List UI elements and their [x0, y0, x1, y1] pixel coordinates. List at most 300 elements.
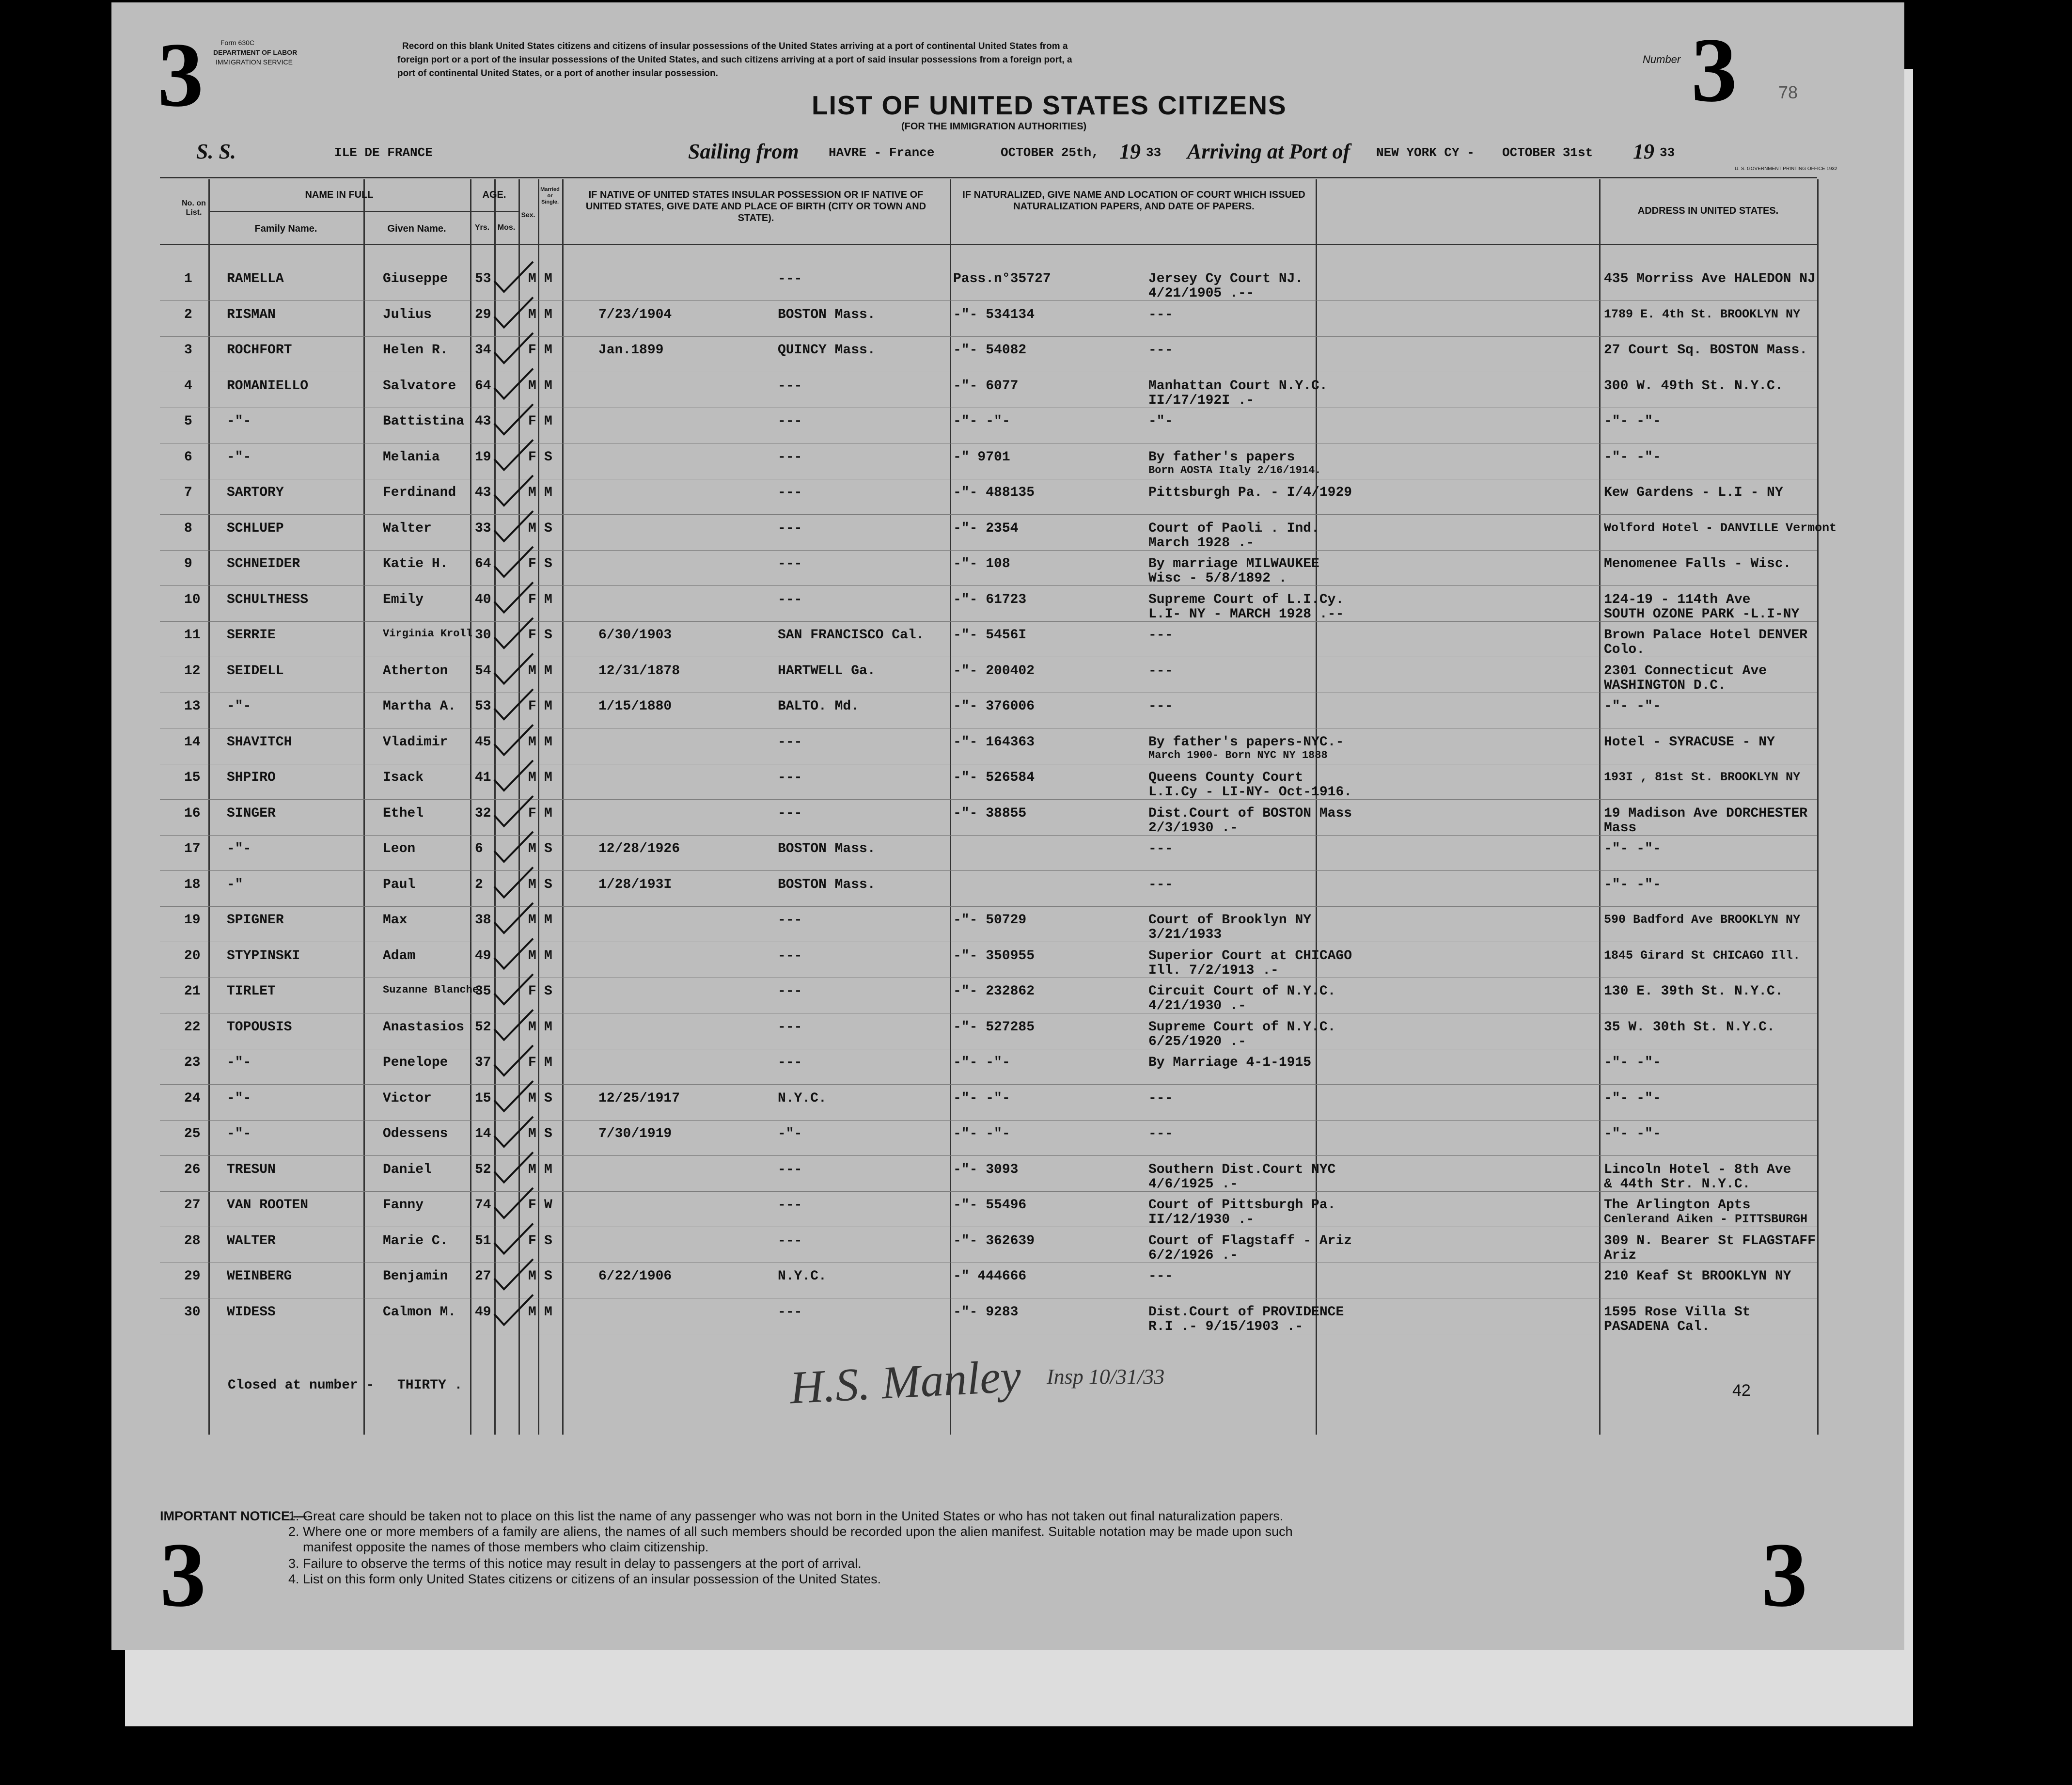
arrival-year-prefix: 19	[1633, 140, 1654, 163]
family-name: ROMANIELLO	[227, 378, 309, 394]
checkmark	[494, 1224, 533, 1254]
arrival-port: NEW YORK CY -	[1376, 145, 1475, 160]
birth-date: 1/15/1880	[598, 699, 672, 714]
row-number: 30	[184, 1304, 201, 1320]
marital-status: M	[544, 734, 552, 750]
row-number: 11	[184, 628, 201, 643]
given-name: Martha A.	[383, 699, 456, 714]
age-years: 74	[475, 1198, 491, 1213]
checkmark-layer	[111, 2, 1904, 1456]
court-name: ---	[1148, 663, 1173, 679]
address-line-1: 590 Badford Ave BROOKLYN NY	[1604, 913, 1801, 927]
checkmark	[494, 725, 533, 755]
marital-status: M	[544, 1055, 552, 1070]
checkmark	[494, 760, 533, 790]
naturalization-number: -"- 55496	[953, 1198, 1027, 1213]
sex: F	[528, 592, 536, 607]
header-married: Married or Single.	[540, 187, 560, 205]
sex: M	[528, 307, 536, 322]
address-line-1: -"- -"-	[1604, 449, 1661, 465]
checkmark	[494, 298, 533, 328]
court-date: L.I- NY - MARCH 1928 .--	[1148, 606, 1344, 622]
court-name: Pittsburgh Pa. - I/4/1929	[1148, 485, 1352, 500]
sex: M	[528, 948, 536, 964]
given-name: Julius	[383, 307, 432, 322]
naturalization-number: -" 9701	[953, 449, 1010, 465]
row-number: 14	[184, 734, 201, 750]
marital-status: S	[544, 984, 552, 999]
given-name: Helen R.	[383, 343, 448, 358]
birth-date: 7/23/1904	[598, 307, 672, 322]
court-name: Supreme Court of L.I.Cy.	[1148, 592, 1344, 607]
given-name: Fanny	[383, 1198, 424, 1213]
address-line-1: 27 Court Sq. BOSTON Mass.	[1604, 343, 1808, 358]
given-name: Battistina	[383, 414, 465, 429]
birth-place: ---	[778, 1233, 802, 1248]
naturalization-number: -"- 9283	[953, 1304, 1019, 1320]
sex: F	[528, 806, 536, 821]
birth-place: ---	[778, 734, 802, 750]
sex: F	[528, 699, 536, 714]
given-name: Paul	[383, 877, 416, 892]
address-line-1: 435 Morriss Ave HALEDON NJ	[1604, 271, 1816, 286]
age-years: 53	[475, 699, 491, 714]
header-no-on-list: No. on List.	[182, 199, 206, 217]
court-name: ---	[1148, 1269, 1173, 1284]
age-years: 41	[475, 770, 491, 785]
notice-heading: IMPORTANT NOTICE.—	[160, 1509, 307, 1523]
address-line-2: Cenlerand Aiken - PITTSBURGH	[1604, 1212, 1808, 1226]
address-line-2: Colo.	[1604, 642, 1645, 657]
court-name: Supreme Court of N.Y.C.	[1148, 1019, 1336, 1035]
birth-date: 12/28/1926	[598, 841, 680, 856]
court-name: Superior Court at CHICAGO	[1148, 948, 1352, 964]
family-name: TOPOUSIS	[227, 1019, 292, 1035]
sheet-number-bottom-left: 3	[160, 1524, 206, 1626]
arrival-date: OCTOBER 31st	[1502, 145, 1593, 160]
sex: M	[528, 734, 536, 750]
family-name: -"-	[227, 699, 251, 714]
row-number: 29	[184, 1269, 201, 1284]
age-years: 51	[475, 1233, 491, 1248]
row-number: 20	[184, 948, 201, 964]
age-years: 32	[475, 806, 491, 821]
address-line-1: 1845 Girard St CHICAGO Ill.	[1604, 948, 1801, 963]
notice-item-1: 1. Great care should be taken not to place on this list the name of any passenger who was not born in the United States or who has not taken out final naturalization papers.	[288, 1509, 1284, 1523]
given-name: Anastasios	[383, 1019, 465, 1035]
row-number: 9	[184, 556, 192, 571]
address-line-1: 309 N. Bearer St FLAGSTAFF	[1604, 1233, 1816, 1248]
sex: M	[528, 521, 536, 536]
given-name: Calmon M.	[383, 1304, 456, 1320]
court-name: Southern Dist.Court NYC	[1148, 1162, 1336, 1177]
naturalization-number: -"- 534134	[953, 307, 1035, 322]
court-date: 4/21/1930 .-	[1148, 998, 1246, 1013]
age-years: 64	[475, 556, 491, 571]
birth-place: ---	[778, 1198, 802, 1213]
given-name: Salvatore	[383, 378, 456, 394]
checkmark	[494, 1295, 533, 1325]
marital-status: S	[544, 449, 552, 465]
marital-status: M	[544, 1304, 552, 1320]
sex: F	[528, 556, 536, 571]
sex: F	[528, 449, 536, 465]
closing-value: THIRTY .	[397, 1378, 463, 1393]
naturalization-number: -"- 6077	[953, 378, 1019, 394]
sex: F	[528, 414, 536, 429]
birth-place: ---	[778, 378, 802, 394]
row-number: 2	[184, 307, 192, 322]
address-line-1: -"- -"-	[1604, 877, 1661, 892]
sex: M	[528, 1090, 536, 1106]
row-number: 7	[184, 485, 192, 500]
marital-status: S	[544, 1126, 552, 1141]
marital-status: M	[544, 485, 552, 500]
row-number: 4	[184, 378, 192, 394]
row-number: 15	[184, 770, 201, 785]
court-name: ---	[1148, 307, 1173, 322]
marital-status: S	[544, 1233, 552, 1248]
address-line-1: Menomenee Falls - Wisc.	[1604, 556, 1791, 571]
marital-status: M	[544, 378, 552, 394]
family-name: SHPIRO	[227, 770, 276, 785]
birth-place: BOSTON Mass.	[778, 841, 876, 856]
court-name: ---	[1148, 343, 1173, 358]
sex: F	[528, 343, 536, 358]
naturalization-number: -"- 2354	[953, 521, 1019, 536]
checkmark	[494, 1010, 533, 1040]
age-years: 38	[475, 913, 491, 928]
marital-status: S	[544, 628, 552, 643]
address-line-1: -"- -"-	[1604, 1126, 1661, 1141]
court-name: ---	[1148, 628, 1173, 643]
birth-place: BALTO. Md.	[778, 699, 860, 714]
marital-status: M	[544, 699, 552, 714]
family-name: -"-	[227, 1126, 251, 1141]
address-line-1: -"- -"-	[1604, 1055, 1661, 1070]
sheet-number-bottom-right: 3	[1761, 1524, 1807, 1626]
department-label: DEPARTMENT OF LABOR	[213, 48, 298, 56]
row-number: 13	[184, 699, 201, 714]
address-line-1: -"- -"-	[1604, 841, 1661, 856]
naturalization-number: -"- 61723	[953, 592, 1027, 607]
sex: F	[528, 1198, 536, 1213]
family-name: VAN ROOTEN	[227, 1198, 309, 1213]
marital-status: S	[544, 556, 552, 571]
family-name: SCHULTHESS	[227, 592, 309, 607]
sex: M	[528, 1304, 536, 1320]
sex: M	[528, 1269, 536, 1284]
header-mos: Mos.	[497, 223, 516, 232]
court-date: March 1928 .-	[1148, 535, 1255, 551]
court-date: Wisc - 5/8/1892 .	[1148, 571, 1287, 586]
checkmark	[494, 440, 533, 470]
given-name: Isack	[383, 770, 424, 785]
inspector-signature: H.S. Manley	[788, 1349, 1022, 1414]
checkmark	[494, 369, 533, 399]
closing-label: Closed at number -	[228, 1378, 375, 1393]
birth-place: N.Y.C.	[778, 1090, 827, 1106]
given-name: Benjamin	[383, 1269, 448, 1284]
checkmark	[494, 404, 533, 434]
checkmark	[494, 1117, 533, 1147]
notice-item-3: 3. Failure to observe the terms of this notice may result in delay to passengers at the port of arrival.	[288, 1556, 862, 1571]
given-name: Leon	[383, 841, 416, 856]
birth-place: ---	[778, 1304, 802, 1320]
family-name: ROCHFORT	[227, 343, 292, 358]
address-line-1: Hotel - SYRACUSE - NY	[1604, 734, 1775, 750]
sailing-label: Sailing from	[688, 140, 799, 163]
header-given-name: Given Name.	[387, 223, 446, 234]
marital-status: M	[544, 1019, 552, 1035]
sheet-number-top-left: 3	[157, 24, 204, 126]
given-name: Vladimir	[383, 734, 448, 750]
court-date: 4/21/1905 .--	[1148, 286, 1255, 301]
instructions-line-3: port of continental United States, or a port of another insular possession.	[397, 68, 718, 79]
notice-item-2-cont: manifest opposite the names of those members who claim citizenship.	[303, 1540, 709, 1554]
checkmark	[494, 618, 533, 648]
birth-date: 7/30/1919	[598, 1126, 672, 1141]
address-line-1: Lincoln Hotel - 8th Ave	[1604, 1162, 1791, 1177]
checkmark	[494, 262, 533, 292]
notice-item-4: 4. List on this form only United States citizens or citizens of an insular possession of the United States.	[288, 1572, 881, 1586]
birth-place: ---	[778, 521, 802, 536]
age-years: 45	[475, 734, 491, 750]
row-number: 18	[184, 877, 201, 892]
family-name: -"-	[227, 1090, 251, 1106]
marital-status: W	[544, 1198, 552, 1213]
given-name: Walter	[383, 521, 432, 536]
address-line-1: 19 Madison Ave DORCHESTER	[1604, 806, 1808, 821]
marital-status: M	[544, 948, 552, 964]
naturalization-number: -"- 5456I	[953, 628, 1027, 643]
birth-date: 12/25/1917	[598, 1090, 680, 1106]
naturalization-number: -" 444666	[953, 1269, 1027, 1284]
age-years: 52	[475, 1162, 491, 1177]
court-date: II/12/1930 .-	[1148, 1212, 1255, 1227]
checkmark	[494, 583, 533, 613]
court-name: By father's papers-NYC.-	[1148, 734, 1344, 750]
address-line-1: 1789 E. 4th St. BROOKLYN NY	[1604, 307, 1801, 321]
arrival-year: 33	[1660, 145, 1675, 160]
marital-status: M	[544, 770, 552, 785]
family-name: -"	[227, 877, 243, 892]
sex: M	[528, 770, 536, 785]
row-number: 1	[184, 271, 192, 286]
checkmark	[494, 939, 533, 969]
checkmark	[494, 1188, 533, 1218]
naturalization-number: -"- -"-	[953, 1126, 1010, 1141]
sex: F	[528, 984, 536, 999]
given-name: Melania	[383, 449, 440, 465]
given-name: Odessens	[383, 1126, 448, 1141]
court-name: ---	[1148, 699, 1173, 714]
notice-item-2: 2. Where one or more members of a family are aliens, the names of all such members should be recorded upon the alien manifest. Suitable notation may be made upon such	[288, 1524, 1293, 1539]
naturalization-number: -"- 108	[953, 556, 1010, 571]
given-name: Suzanne Blanche	[383, 984, 479, 996]
sex: M	[528, 378, 536, 394]
given-name: Virginia Kroll	[383, 628, 472, 640]
age-years: 43	[475, 414, 491, 429]
birth-place: ---	[778, 271, 802, 286]
naturalization-number: -"- 50729	[953, 913, 1027, 928]
sex: F	[528, 1233, 536, 1248]
given-name: Penelope	[383, 1055, 448, 1070]
court-name: ---	[1148, 1126, 1173, 1141]
age-years: 19	[475, 449, 491, 465]
birth-place: ---	[778, 806, 802, 821]
marital-status: S	[544, 841, 552, 856]
court-name: Circuit Court of N.Y.C.	[1148, 984, 1336, 999]
age-years: 14	[475, 1126, 491, 1141]
family-name: -"-	[227, 841, 251, 856]
naturalization-number: -"- 526584	[953, 770, 1035, 785]
address-line-1: Brown Palace Hotel DENVER	[1604, 628, 1808, 643]
row-number: 16	[184, 806, 201, 821]
age-years: 35	[475, 984, 491, 999]
court-date: March 1900- Born NYC NY 1888	[1148, 749, 1328, 761]
sailing-year-prefix: 19	[1119, 140, 1141, 163]
address-line-1: 300 W. 49th St. N.Y.C.	[1604, 378, 1783, 394]
family-name: SCHNEIDER	[227, 556, 300, 571]
birth-place: SAN FRANCISCO Cal.	[778, 628, 925, 643]
marital-status: M	[544, 592, 552, 607]
address-line-2: SOUTH OZONE PARK -L.I-NY	[1604, 606, 1800, 622]
naturalization-number: -"- -"-	[953, 1055, 1010, 1070]
checkmark	[494, 511, 533, 541]
checkmark	[494, 1045, 533, 1075]
naturalization-number: -"- 200402	[953, 663, 1035, 679]
family-name: WALTER	[227, 1233, 276, 1248]
naturalization-number: -"- -"-	[953, 414, 1010, 429]
court-date: II/17/192I .-	[1148, 393, 1255, 408]
naturalization-number: -"- 488135	[953, 485, 1035, 500]
header-address: ADDRESS IN UNITED STATES.	[1637, 205, 1779, 216]
sex: F	[528, 628, 536, 643]
marital-status: M	[544, 343, 552, 358]
sailing-port: HAVRE - France	[829, 145, 935, 160]
birth-place: ---	[778, 1055, 802, 1070]
age-years: 52	[475, 1019, 491, 1035]
naturalization-number: -"- 350955	[953, 948, 1035, 964]
sex: M	[528, 841, 536, 856]
family-name: SINGER	[227, 806, 276, 821]
checkmark	[494, 1153, 533, 1183]
address-line-2: Ariz	[1604, 1248, 1637, 1263]
age-years: 27	[475, 1269, 491, 1284]
stamp-number: 78	[1778, 82, 1798, 102]
row-number: 6	[184, 449, 192, 465]
row-number: 5	[184, 414, 192, 429]
sex: M	[528, 271, 536, 286]
service-label: IMMIGRATION SERVICE	[216, 58, 293, 66]
given-name: Ethel	[383, 806, 424, 821]
address-line-1: 2301 Connecticut Ave	[1604, 663, 1767, 679]
row-number: 26	[184, 1162, 201, 1177]
marital-status: M	[544, 806, 552, 821]
age-years: 34	[475, 343, 491, 358]
birth-date: 6/22/1906	[598, 1269, 672, 1284]
address-line-1: 35 W. 30th St. N.Y.C.	[1604, 1019, 1775, 1035]
naturalization-number: -"- -"-	[953, 1090, 1010, 1106]
family-name: TIRLET	[227, 984, 276, 999]
checkmark	[494, 868, 533, 898]
family-name: SEIDELL	[227, 663, 284, 679]
family-name: WEINBERG	[227, 1269, 292, 1284]
age-years: 33	[475, 521, 491, 536]
marital-status: S	[544, 877, 552, 892]
birth-place: BOSTON Mass.	[778, 877, 876, 892]
court-date: Ill. 7/2/1913 .-	[1148, 963, 1279, 978]
age-years: 64	[475, 378, 491, 394]
family-name: WIDESS	[227, 1304, 276, 1320]
birth-place: ---	[778, 948, 802, 964]
birth-place: ---	[778, 414, 802, 429]
address-line-2: & 44th Str. N.Y.C.	[1604, 1176, 1751, 1192]
naturalization-number: -"- 164363	[953, 734, 1035, 750]
court-date: L.I.Cy - LI-NY- Oct-1916.	[1148, 785, 1352, 800]
family-name: RISMAN	[227, 307, 276, 322]
row-number: 27	[184, 1198, 201, 1213]
birth-date: 12/31/1878	[598, 663, 680, 679]
row-number: 23	[184, 1055, 201, 1070]
birth-place: QUINCY Mass.	[778, 343, 876, 358]
given-name: Atherton	[383, 663, 448, 679]
row-number: 21	[184, 984, 201, 999]
address-line-1: Wolford Hotel - DANVILLE Vermont	[1604, 521, 1837, 535]
birth-place: N.Y.C.	[778, 1269, 827, 1284]
birth-place: BOSTON Mass.	[778, 307, 876, 322]
family-name: -"-	[227, 449, 251, 465]
given-name: Emily	[383, 592, 424, 607]
family-name: SARTORY	[227, 485, 284, 500]
court-name: By Marriage 4-1-1915	[1148, 1055, 1312, 1070]
age-years: 30	[475, 628, 491, 643]
given-name: Victor	[383, 1090, 432, 1106]
given-name: Max	[383, 913, 408, 928]
marital-status: M	[544, 271, 552, 286]
family-name: SHAVITCH	[227, 734, 292, 750]
court-name: By marriage MILWAUKEE	[1148, 556, 1319, 571]
given-name: Adam	[383, 948, 416, 964]
checkmark	[494, 903, 533, 933]
row-number: 28	[184, 1233, 201, 1248]
court-name: ---	[1148, 1090, 1173, 1106]
checkmark	[494, 654, 533, 684]
signature-note: Insp 10/31/33	[1047, 1365, 1165, 1389]
manifest-sheet	[111, 2, 1904, 1650]
birth-place: -"-	[778, 1126, 802, 1141]
marital-status: M	[544, 414, 552, 429]
family-name: SPIGNER	[227, 913, 284, 928]
ss-label: S. S.	[196, 140, 236, 163]
checkmark	[494, 832, 533, 862]
family-name: TRESUN	[227, 1162, 276, 1177]
court-name: Queens County Court	[1148, 770, 1303, 785]
birth-date: 6/30/1903	[598, 628, 672, 643]
address-line-1: -"- -"-	[1604, 414, 1661, 429]
court-date: 6/25/1920 .-	[1148, 1034, 1246, 1049]
naturalization-number: Pass.n°35727	[953, 271, 1051, 286]
age-years: 15	[475, 1090, 491, 1106]
court-date: 2/3/1930 .-	[1148, 820, 1238, 836]
header-birth: IF NATIVE OF UNITED STATES INSULAR POSSESSION OR IF NATIVE OF UNITED STATES, GIVE DATE AND PLACE OF BIRTH (CITY OR TOWN AND STATE).	[585, 190, 926, 223]
address-line-1: 210 Keaf St BROOKLYN NY	[1604, 1269, 1791, 1284]
naturalization-number: -"- 54082	[953, 343, 1027, 358]
printer-mark: U. S. GOVERNMENT PRINTING OFFICE 1932	[1735, 166, 1837, 172]
birth-place: ---	[778, 1019, 802, 1035]
sex: M	[528, 1019, 536, 1035]
